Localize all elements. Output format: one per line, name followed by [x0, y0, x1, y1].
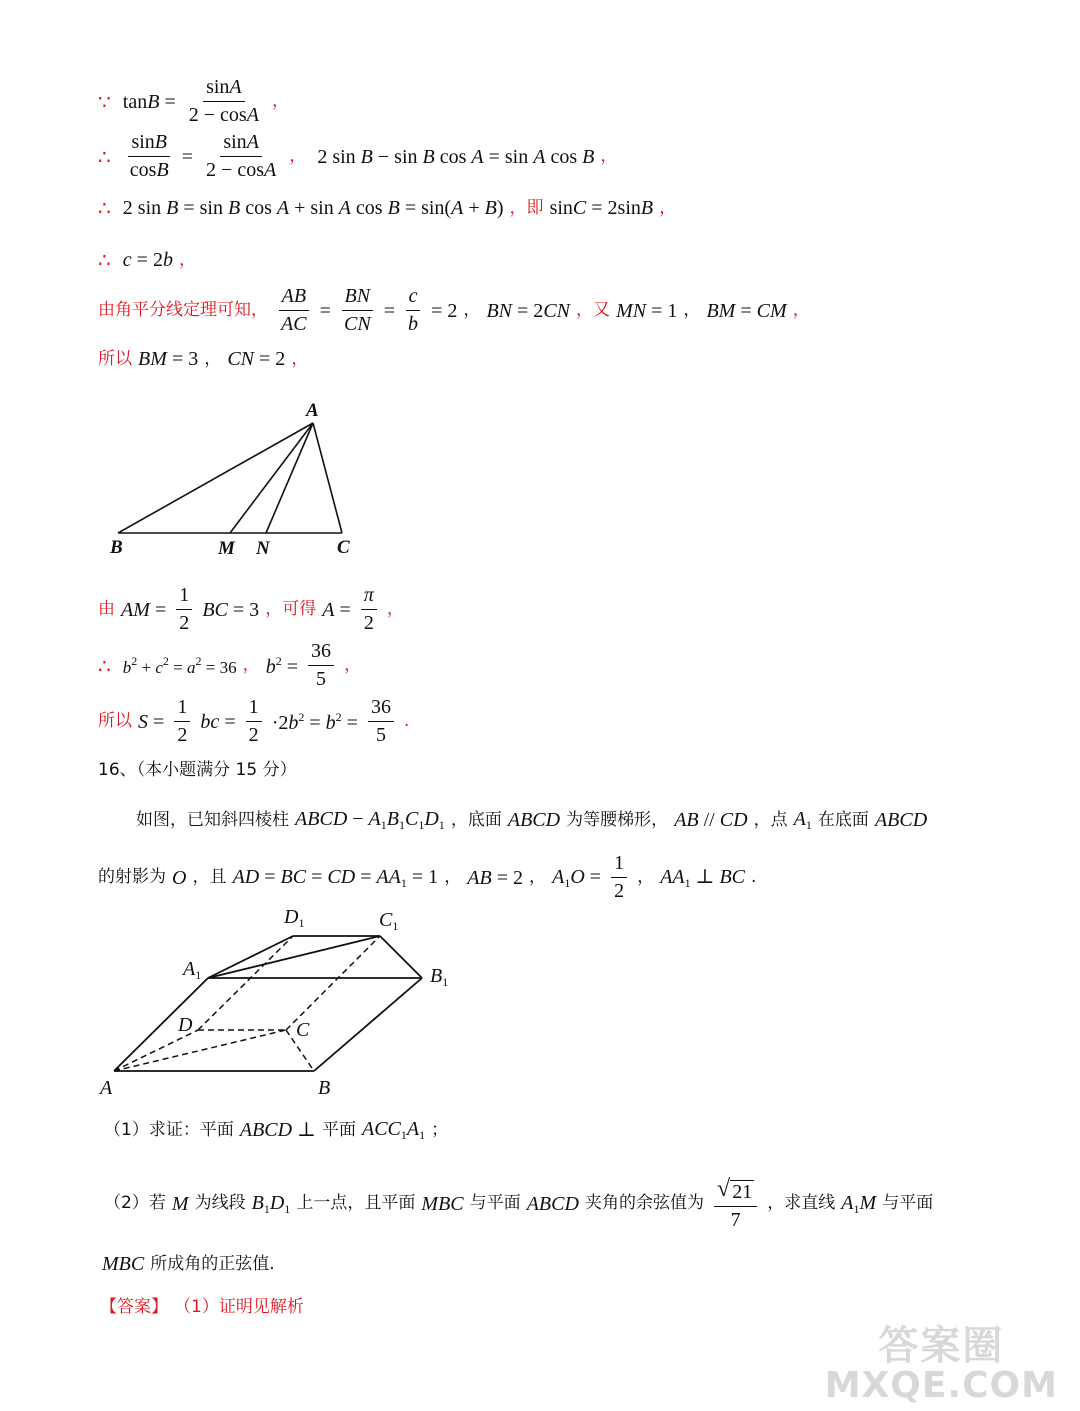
- point-label-b: B: [110, 537, 123, 558]
- segment-ab: [118, 423, 313, 533]
- fraction: $\frac{\sin B}{\cos B}$: [129, 131, 169, 181]
- therefore-symbol: ∴: [98, 653, 111, 678]
- solution-line-2: ∴ $\frac{\sin B}{\cos B}$ = $\frac{\sin A}{2 - \cos A}$ ， 2 sin B − sin B cos A = sin A cos B ，: [98, 131, 618, 181]
- problem-16-text-1: 如图，已知斜四棱柱 ABCD − $A_1B_1C_1D_1$ ，底面 ABCD 为等腰梯形， AB // CD ，点 $A_1$ 在底面 ABCD: [136, 808, 928, 832]
- fraction: $\frac{c}{b}$: [405, 285, 421, 336]
- because-symbol: ∵: [98, 89, 111, 114]
- formula: 2 sin B − sin B cos A = sin A cos B: [312, 145, 595, 168]
- fraction: $\frac{\sin A}{2 - \cos A}$: [206, 131, 277, 181]
- point-label-d1: $D_1$: [284, 906, 305, 930]
- question-1: （1）求证：平面 ABCD ⊥ 平面 $ACC_1A_1$ ；: [104, 1118, 449, 1142]
- formula: 2 sin B = sin B cos A + sin A cos B = sin(A + B): [122, 197, 504, 219]
- point-label-b1: $B_1$: [430, 965, 449, 989]
- fraction: $\frac{1}{2}$: [611, 852, 627, 903]
- point-label-a1: $A_1$: [183, 958, 202, 982]
- edge-aa1: [114, 978, 208, 1071]
- fraction: $\frac{BN}{CN}$: [341, 285, 374, 336]
- fraction: $\frac{36}{5}$: [308, 640, 334, 691]
- answer-text: （1）证明见解析: [174, 1296, 304, 1317]
- point-label-c1: $C_1$: [379, 909, 399, 933]
- fraction: $\frac{36}{5}$: [368, 696, 394, 747]
- watermark-logo: 答案圈 MXQE.COM: [824, 1323, 1058, 1407]
- solution-line-5: 由角平分线定理可知， $\frac{AB}{AC}$ = $\frac{BN}{CN}$ = $\frac{c}{b}$ = 2 ， BN = 2CN ，又 MN = 1 ， BM = CM ，: [98, 285, 810, 335]
- problem-16-text-2: 的射影为 O ，且 AD = BC = CD = $AA_1 = 1$ ， AB = 2 ， $A_1O$ = $\frac{1}{2}$ ， $AA_1$ ⊥ BC .: [98, 852, 757, 902]
- formula: tanB =: [122, 90, 176, 113]
- formula: c = 2b: [122, 249, 173, 271]
- problem-16-header: 16、（本小题满分 15 分）: [98, 760, 297, 780]
- fraction: $\frac{\sin A}{2 - \cos A}$: [188, 76, 259, 126]
- point-label-m: M: [218, 538, 235, 559]
- point-label-a: A: [306, 400, 319, 421]
- segment-an: [266, 423, 313, 533]
- edge-a1d1: [208, 936, 293, 978]
- point-label-b: B: [318, 1077, 331, 1099]
- answer-line: [100, 1297, 304, 1316]
- hidden-diagonal-ac: [114, 1030, 286, 1071]
- punctuation: ，: [271, 91, 289, 111]
- solution-line-4: ∴ c = 2b ，: [98, 248, 196, 272]
- formula: sinC = 2sinB: [549, 197, 654, 219]
- solution-line-6: 所以 BM = 3 ， CN = 2 ，: [98, 348, 309, 370]
- therefore-symbol: ∴: [98, 196, 111, 220]
- segment-am: [230, 423, 313, 533]
- point-label-n: N: [256, 538, 270, 559]
- solution-line-8: ∴ $b^2 + c^2 = a^2 = 36$ ， $b^2$ = $\frac{36}{5}$ ，: [98, 640, 362, 690]
- question-2-continued: MBC 所成角的正弦值.: [102, 1253, 275, 1275]
- question-2: （2）若 M 为线段 $B_1D_1$ 上一点，且平面 MBC 与平面 ABCD 夹角的余弦值为 √ 21 7 ，求直线 $A_1M$ 与平面: [104, 1176, 934, 1231]
- hidden-edge-dd1: [198, 936, 293, 1030]
- therefore-symbol: ∴: [98, 144, 111, 169]
- solution-line-3: ∴ 2 sin B = sin B cos A + sin A cos B = sin(A + B) ，即 sinC = 2sinB ，: [98, 196, 677, 220]
- point-label-c: C: [337, 537, 350, 558]
- fraction: $\frac{AB}{AC}$: [278, 285, 310, 336]
- point-label-c: C: [296, 1019, 310, 1041]
- fraction: $\frac{1}{2}$: [246, 696, 262, 747]
- point-label-d: D: [178, 1014, 193, 1036]
- point-label-a: A: [100, 1077, 113, 1099]
- hidden-edge-cc1: [286, 936, 380, 1030]
- solution-line-9: 所以 S = $\frac{1}{2}$ bc = $\frac{1}{2}$ $\cdot 2b^2 = b^2$ = $\frac{36}{5}$ .: [98, 696, 410, 746]
- answer-tag: 【答案】: [100, 1296, 168, 1317]
- solution-line-7: 由 AM = $\frac{1}{2}$ BC = 3 ，可得 A = $\frac{\pi}{2}$ ，: [98, 584, 404, 634]
- edge-c1b1: [380, 936, 422, 978]
- fraction: $\frac{\pi}{2}$: [361, 584, 377, 635]
- fraction: $\frac{1}{2}$: [174, 696, 190, 747]
- edge-bb1: [314, 978, 422, 1071]
- prism-figure: [100, 905, 460, 1105]
- therefore-symbol: ∴: [98, 248, 111, 272]
- solution-line-1: [98, 76, 289, 127]
- segment-ac: [313, 423, 342, 533]
- fraction: $\frac{1}{2}$: [176, 584, 192, 635]
- diagonal-a1c1: [208, 936, 380, 978]
- fraction: √ 21 7: [714, 1176, 757, 1232]
